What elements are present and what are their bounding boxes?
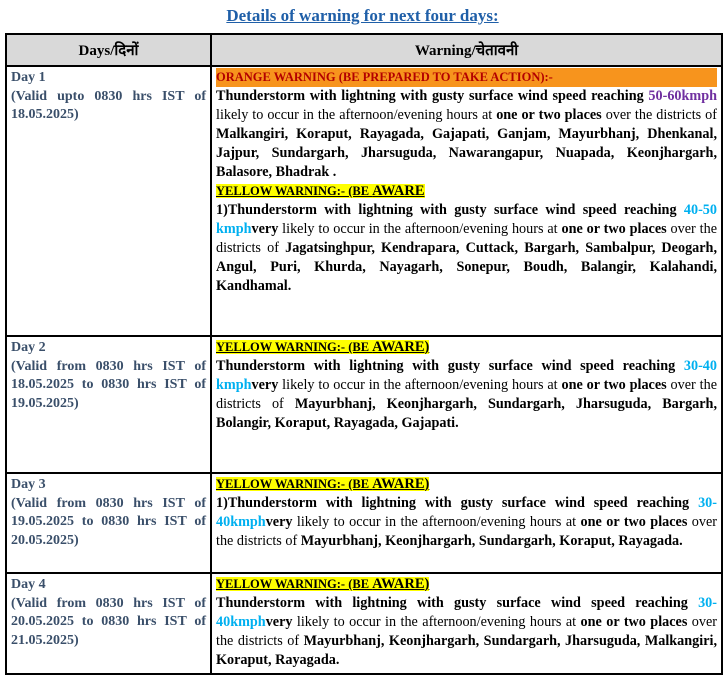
- warning-text: one or two places: [496, 107, 602, 123]
- label-part: YELLOW WARNING:- (BE: [216, 184, 373, 198]
- day-cell: [6, 473, 211, 573]
- day-cell: [6, 336, 211, 473]
- warning-cell: [211, 573, 722, 674]
- header-days: Days/दिनों: [6, 34, 211, 66]
- wind-speed: 30-40kmph: [216, 595, 717, 630]
- table-row-day-2: [6, 336, 722, 473]
- warning-text: likely to occur in the afternoon/evening hours at: [292, 514, 581, 530]
- validity-text: (Valid from 0830 hrs IST of 20.05.2025 to 0830 hrs IST of 21.05.2025): [11, 595, 206, 648]
- day-label: Day 2: [11, 340, 46, 355]
- yellow-warning-label: [216, 340, 429, 354]
- label-part: AWARE: [372, 183, 425, 199]
- label-part: AWARE): [372, 476, 430, 492]
- district-list: Mayurbhanj, Keonjhargarh, Sundargarh, Jharsuguda, Malkangiri, Koraput, Rayagada.: [216, 633, 717, 668]
- warning-text: Thunderstorm with lightning with gusty surface wind speed reaching: [216, 88, 649, 104]
- table-header-row: [6, 34, 722, 66]
- warning-text: likely to occur in the afternoon/evening hours at: [216, 107, 497, 123]
- district-list: Mayurbhanj, Keonjhargarh, Sundargarh, Koraput, Rayagada.: [300, 533, 683, 549]
- table-row-day-3: [6, 473, 722, 573]
- warning-text: one or two places: [561, 221, 667, 237]
- warning-text: very: [265, 514, 293, 530]
- day-cell: [6, 66, 211, 336]
- validity-text: (Valid upto 0830 hrs IST of 18.05.2025): [11, 88, 206, 122]
- day-label: Day 1: [11, 70, 46, 85]
- warning-text: likely to occur in the afternoon/evening hours at: [278, 221, 562, 237]
- warning-text: one or two places: [561, 377, 667, 393]
- warning-text: very: [251, 377, 279, 393]
- warning-text: very: [265, 614, 293, 630]
- header-warning: Warning/चेतावनी: [211, 34, 722, 66]
- yellow-warning-label: [216, 477, 429, 491]
- day-cell: [6, 573, 211, 674]
- warning-text: over the districts of: [216, 221, 717, 256]
- wind-speed: 40-50 kmph: [216, 202, 717, 237]
- table-row-day-1: [6, 66, 722, 336]
- yellow-warning-label: [216, 577, 429, 591]
- warning-table: [5, 33, 723, 675]
- district-list: Mayurbhanj, Keonjhargarh, Sundargarh, Jharsuguda, Bargarh, Bolangir, Koraput, Rayagada, Gajapati.: [216, 396, 717, 431]
- warning-text: likely to occur in the afternoon/evening hours at: [292, 614, 581, 630]
- district-list: Jagatsinghpur, Kendrapara, Cuttack, Bargarh, Sambalpur, Deogarh, Angul, Puri, Khurda, Nayagarh, Sonepur, Boudh, Balangir, Kalahandi, Kandhamal.: [216, 240, 717, 294]
- warning-text: very: [251, 221, 279, 237]
- yellow-warning-label: [216, 184, 425, 198]
- orange-warning-label: ORANGE WARNING (BE PREPARED TO TAKE ACTION):-: [216, 68, 717, 87]
- label-part: AWARE): [372, 576, 430, 592]
- label-part: YELLOW WARNING:- (BE: [216, 477, 373, 491]
- warning-text: over the districts of: [216, 614, 717, 649]
- title-text: Details of warning for next four days:: [226, 6, 499, 25]
- label-part: AWARE): [372, 339, 430, 355]
- warning-text: likely to occur in the afternoon/evening hours at: [278, 377, 562, 393]
- validity-text: (Valid from 0830 hrs IST of 18.05.2025 to 0830 hrs IST of 19.05.2025): [11, 358, 206, 411]
- wind-speed: 50-60kmph: [648, 88, 717, 104]
- warning-cell: [211, 473, 722, 573]
- warning-text: over the districts of: [216, 514, 717, 549]
- warning-text: Thunderstorm with lightning with gusty surface wind speed reaching: [216, 595, 699, 611]
- warning-text: one or two places: [580, 614, 688, 630]
- day-label: Day 3: [11, 477, 46, 492]
- warning-text: one or two places: [580, 514, 688, 530]
- page-title: [0, 6, 725, 26]
- warning-text: over the districts of: [216, 377, 717, 412]
- warning-text: 1)Thunderstorm with lightning with gusty surface wind speed reaching: [216, 495, 699, 511]
- district-list: Malkangiri, Koraput, Rayagada, Gajapati, Ganjam, Mayurbhanj, Dhenkanal, Jajpur, Sundargarh, Jharsuguda, Nawarangapur, Nuapada, Keonjhargarh, Balasore, Bhadrak .: [216, 126, 717, 180]
- warning-text: over the districts of: [601, 107, 717, 123]
- warning-text: 1)Thunderstorm with lightning with gusty surface wind speed reaching: [216, 202, 684, 218]
- warning-cell: [211, 66, 722, 336]
- label-part: YELLOW WARNING:- (BE: [216, 340, 373, 354]
- warning-cell: [211, 336, 722, 473]
- warning-text: Thunderstorm with lightning with gusty surface wind speed reaching: [216, 358, 684, 374]
- label-part: YELLOW WARNING:- (BE: [216, 577, 373, 591]
- day-label: Day 4: [11, 577, 46, 592]
- validity-text: (Valid from 0830 hrs IST of 19.05.2025 to 0830 hrs IST of 20.05.2025): [11, 495, 206, 548]
- wind-speed: 30-40kmph: [216, 495, 717, 530]
- wind-speed: 30-40 kmph: [216, 358, 717, 393]
- table-row-day-4: [6, 573, 722, 674]
